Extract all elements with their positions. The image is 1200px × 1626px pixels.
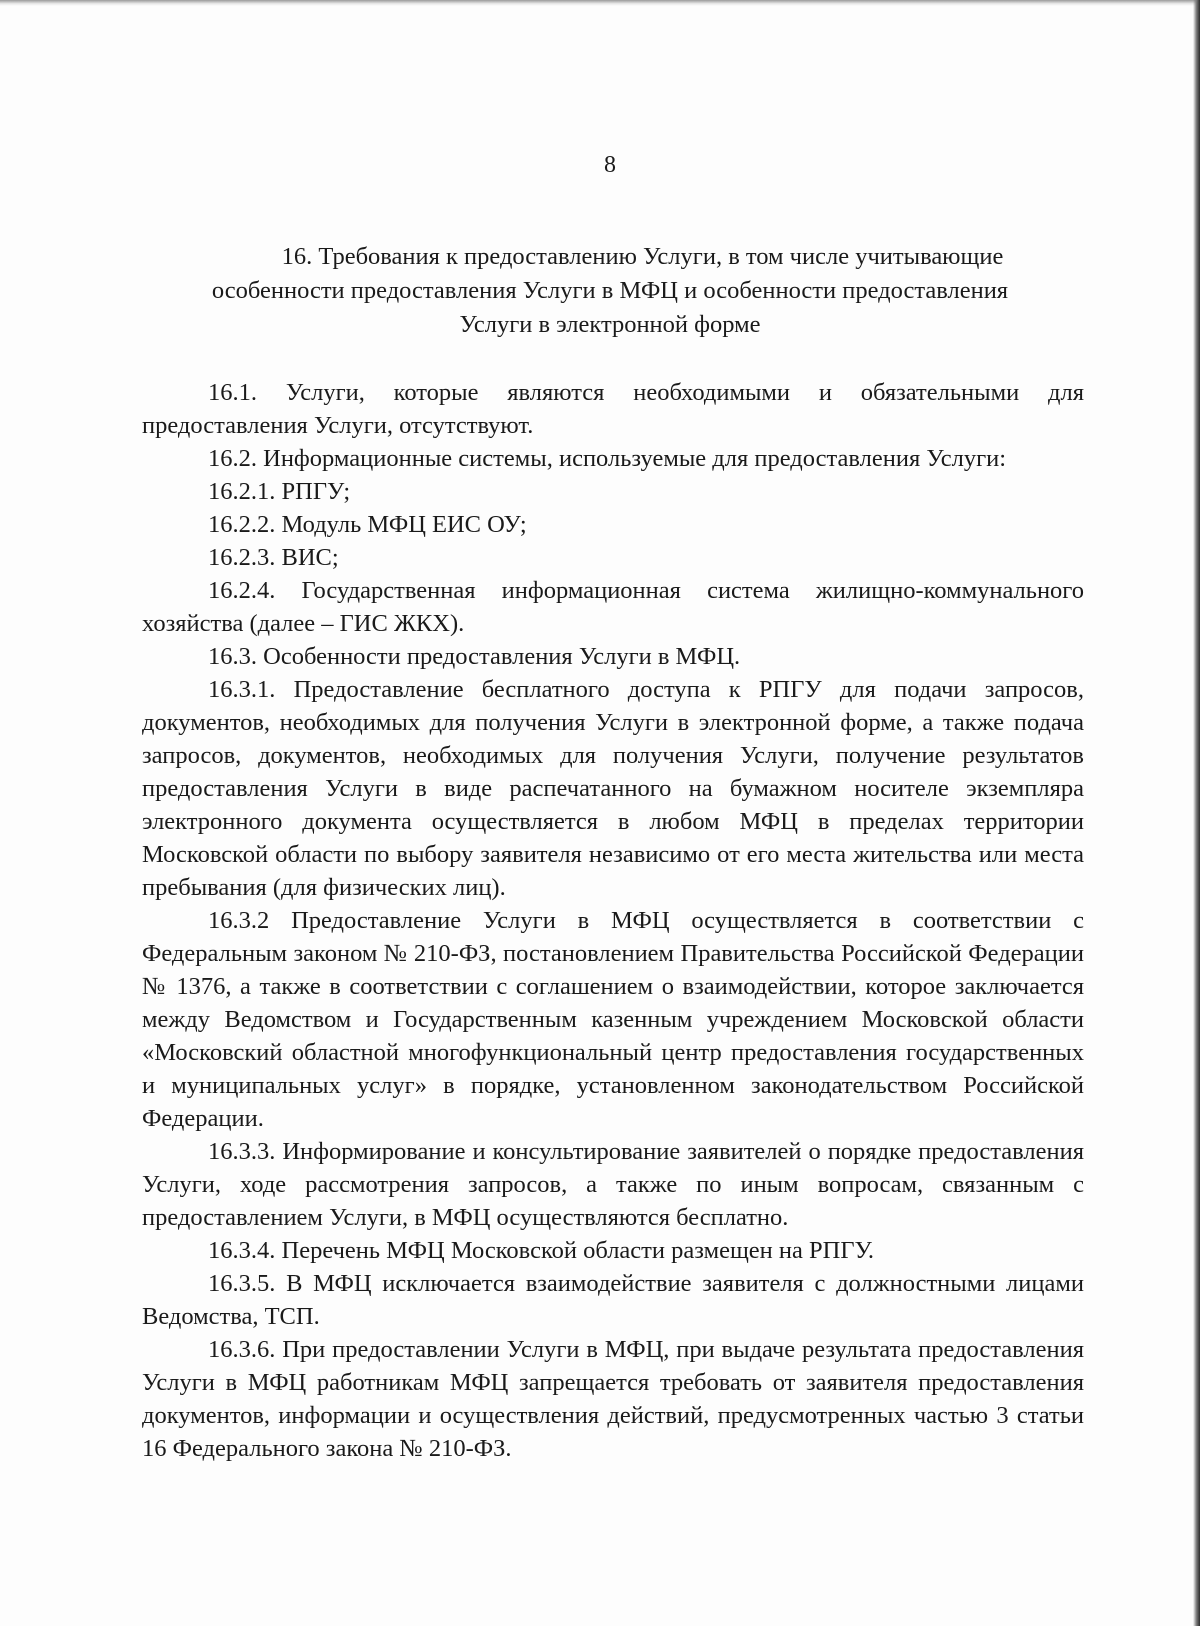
paragraph-16-3-3: 16.3.3. Информирование и консультирование заявителей о порядке предоставления Услуги, ходе рассмотрения запросов, а также по иным вопросам, связанным с предоставлением Услуги, в МФЦ осуществляются бесплатно.	[142, 1138, 1084, 1231]
paragraph-16-2-4: 16.2.4. Государственная информационная система жилищно-коммунального хозяйства (далее – ГИС ЖКХ).	[142, 577, 1084, 637]
scan-edge-right	[1193, 0, 1200, 1626]
paragraph-16-3-5: 16.3.5. В МФЦ исключается взаимодействие заявителя с должностными лицами Ведомства, ТСП.	[142, 1270, 1084, 1330]
paragraph-16-1: 16.1. Услуги, которые являются необходимыми и обязательными для предоставления Услуги, отсутствуют.	[142, 379, 1084, 439]
paragraph-16-3-6: 16.3.6. При предоставлении Услуги в МФЦ, при выдаче результата предоставления Услуги в МФЦ работникам МФЦ запрещается требовать от заявителя предоставления документов, информации и осуществления действий, предусмотренных частью 3 статьи 16 Федерального закона № 210-ФЗ.	[142, 1336, 1084, 1462]
section-heading	[160, 240, 1060, 342]
document-body	[142, 376, 1084, 1465]
paragraph-16-2: 16.2. Информационные системы, используемые для предоставления Услуги:	[208, 445, 1007, 472]
scan-edge-top	[0, 0, 1200, 6]
paragraph-16-2-1: 16.2.1. РПГУ;	[208, 478, 351, 505]
paragraph-16-3-4: 16.3.4. Перечень МФЦ Московской области размещен на РПГУ.	[208, 1237, 874, 1264]
paragraph-16-3: 16.3. Особенности предоставления Услуги в МФЦ.	[208, 643, 741, 670]
paragraph-16-2-2: 16.2.2. Модуль МФЦ ЕИС ОУ;	[208, 511, 527, 538]
paragraph-16-2-3: 16.2.3. ВИС;	[208, 544, 339, 571]
section-heading-line: 16. Требования к предоставлению Услуги, в том числе учитывающие	[281, 243, 1004, 270]
section-heading-line: особенности предоставления Услуги в МФЦ и особенности предоставления	[211, 277, 1009, 304]
section-heading-line: Услуги в электронной форме	[459, 311, 761, 338]
page-number: 8	[604, 152, 616, 178]
paragraph-16-3-2: 16.3.2 Предоставление Услуги в МФЦ осуществляется в соответствии с Федеральным законом № 210-ФЗ, постановлением Правительства Российской Федерации № 1376, а также в соответствии с соглашением о взаимодействии, которое заключается между Ведомством и Государственным казенным учреждением Московской области «Московский областной многофункциональный центр предоставления государственных и муниципальных услуг» в порядке, установленном законодательством Российской Федерации.	[142, 907, 1084, 1132]
paragraph-16-3-1: 16.3.1. Предоставление бесплатного доступа к РПГУ для подачи запросов, документов, необходимых для получения Услуги в электронной форме, а также подача запросов, документов, необходимых для получения Услуги, получение результатов предоставления Услуги в виде распечатанного на бумажном носителе экземпляра электронного документа осуществляется в любом МФЦ в пределах территории Московской области по выбору заявителя независимо от его места жительства или места пребывания (для физических лиц).	[142, 676, 1084, 901]
